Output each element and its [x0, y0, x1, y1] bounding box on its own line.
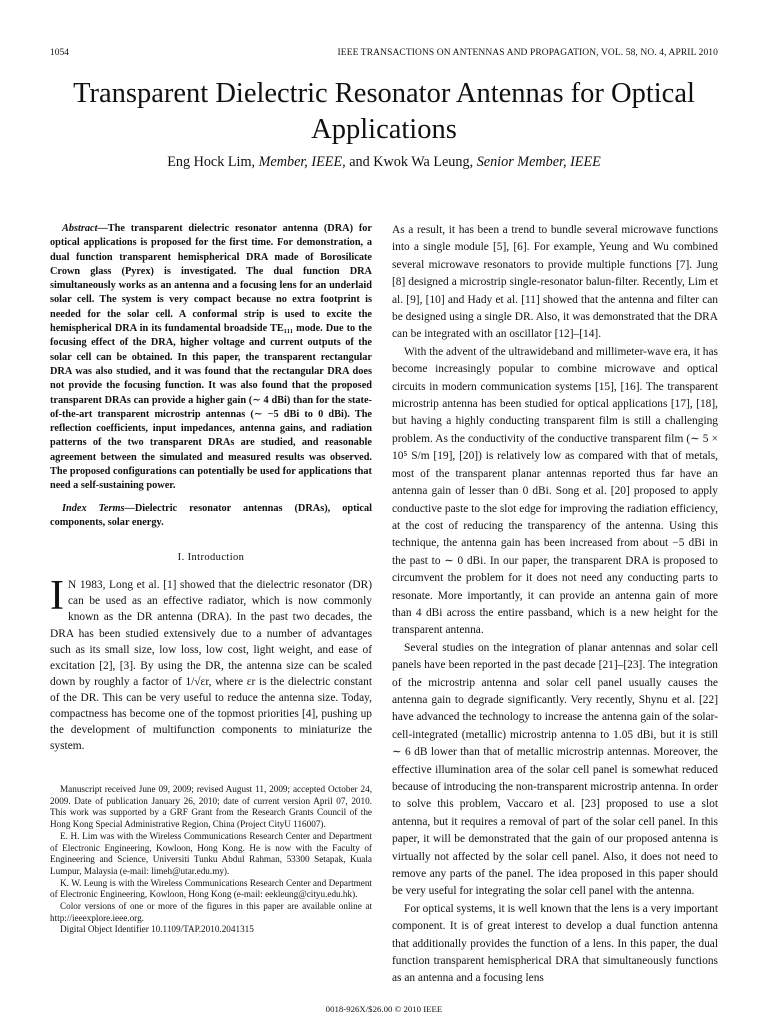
- left-column: [50, 222, 372, 754]
- abstract-label: Abstract: [62, 223, 98, 234]
- intro-paragraph: [50, 573, 372, 754]
- page-number: 1054: [50, 48, 69, 58]
- paper-title: Transparent Dielectric Resonator Antennas for Optical Applications: [73, 78, 695, 145]
- index-terms-text: —Dielectric resonator antennas (DRAs), optical components, solar energy.: [50, 502, 372, 528]
- footnote-lim: E. H. Lim was with the Wireless Communications Research Center and Department of Electronic Engineering, Kowloon, Hong Kong. He is now with the Faculty of Engineering and Science, Universiti Tunku Abdul Rahman, 53300 Setapak, Kuala Lumpur, Malaysia (e-mail: limeh@utar.edu.my).: [50, 830, 372, 876]
- footnote-color: Color versions of one or more of the figures in this paper are available online at http://ieeexplore.ieee.org.: [50, 901, 372, 923]
- running-header: [50, 46, 718, 60]
- author-2: Kwok Wa Leung,: [373, 154, 474, 170]
- body-paragraph: For optical systems, it is well known that the lens is a very important component. It is of great interest to develop a dual function antenna that additionally provides the function of a lens. In this paper, the dual function transparent hemispherical DRA that simultaneously functions as an antenna and a focusing lens: [392, 902, 718, 985]
- section-heading: I. Introduction: [177, 552, 245, 564]
- body-paragraph: Several studies on the integration of planar antennas and solar cell panels have been reported in the past decade [21]–[23]. The integration of the microstrip antenna and solar cell panel usually causes the antenna gain to degrade significantly. Very recently, Shynu et al. [22] have advanced the technology to increase the antenna gain of the solar-cell-integrated (metallic) microstrip antenna to 1.05 dBi, but it is still ∼ 6 dB lower than that of metallic microstrip antennas. Moreover, the effective illumination area of the solar cell panel is somewhat reduced because of introducing the non-transparent microstrip antenna. In order to solve this problem, Vaccaro et al. [23] proposed to use a slot antenna, but it requires a removal of part of the solar cell panel. In this paper, it will be demonstrated that the gain of our proposed antenna is virtually not affected by the solar cell panel. Also, it does not need to remove any parts of the panel. The idea proposed in this paper should be very useful for integrating the solar cell panel with the antenna.: [392, 641, 718, 898]
- intro-text: N 1983, Long et al. [1] showed that the dielectric resonator (DR) can be used as an effective radiator, which is now commonly known as the DR antenna (DRA). In the past two decades, the DRA has been studied extensively due to a number of advantages such as its small size, low loss, low cost, light weight, and ease of excitation [2], [3]. By using the DR, the antenna size can be scaled down by roughly a factor of 1/√εr, where εr is the dielectric constant of the DR. This can be very useful to reduce the antenna size. Today, compactness has become one of the topmost priorities [4], pushing up the development of multifunction components to miniaturize the system.: [50, 579, 372, 753]
- body-paragraph: As a result, it has been a trend to bundle several microwave functions into a single module [5], [6]. For example, Yeung and Wu combined several microwave resonators to provide multiple functions [7]. Jung [8] designed a microstrip single-resonator balun-filter. Recently, Lim et al. [9], [10] and Hady et al. [11] showed that the antenna and filter can be designed using a single DR. Also, it was demonstrated that the DRA can be integrated with an oscillator [12]–[14].: [392, 224, 718, 341]
- author-conjunction: and: [349, 154, 370, 170]
- footnote-leung: K. W. Leung is with the Wireless Communications Research Center and Department of Electronic Engineering, Kowloon, Hong Kong (e-mail: eekleung@cityu.edu.hk).: [50, 877, 372, 900]
- footnote-doi: Digital Object Identifier 10.1109/TAP.2010.2041315: [60, 924, 254, 935]
- right-column: [392, 222, 718, 988]
- abstract: [50, 222, 372, 494]
- journal-header: IEEE TRANSACTIONS ON ANTENNAS AND PROPAGATION, VOL. 58, NO. 4, APRIL 2010: [337, 48, 718, 58]
- author-2-role: Senior Member, IEEE: [476, 154, 601, 170]
- footnotes: [50, 784, 372, 936]
- index-terms: [50, 502, 372, 531]
- author-line: [40, 152, 728, 172]
- copyright-footer: 0018-926X/$26.00 © 2010 IEEE: [325, 1004, 443, 1014]
- index-terms-label: Index Terms: [62, 502, 125, 514]
- drop-cap: I: [50, 573, 64, 620]
- footnote-manuscript: Manuscript received June 09, 2009; revised August 11, 2009; accepted October 24, 2009. Date of publication January 26, 2010; date of current version April 07, 2010. This work was supported by a GRF Grant from the Research Grants Council of the Hong Kong Special Administrative Region, China (Project CityU 116007).: [50, 784, 372, 830]
- author-1-role: Member, IEEE,: [258, 154, 346, 170]
- body-paragraph: With the advent of the ultrawideband and millimeter-wave era, it has become increasingly popular to combine microwave and optical circuits in modern communication systems [15], [16]. The transparent microstrip antenna has been studied for optical applications [17], [18], but having a highly conducting transparent film is still a challenging problem. As the conductivity of the conductive transparent film (∼ 5 × 10⁵ S/m [19], [20]) is relatively low as compared with that of metals, most of the transparent planar antennas reported thus far have an antenna gain of lesser than 0 dBi. Song et al. [20] proposed to apply conductive paste to the slot edge for improving the radiation efficiency, at the cost of reducing the transparency of the antenna. Using this technique, the antenna gain has been increased from about −5 dBi in the past to ∼ 0 dBi. In our paper, the transparent DRA is proposed to circumvent the problem for it does not need any conducting parts to resonate. More importantly, it can provide an antenna gain of more than 4 dBi across the entire passband, which is a new height for the transparent antenna.: [392, 345, 718, 637]
- abstract-text: —The transparent dielectric resonator antenna (DRA) for optical applications is proposed for the first time. For demonstration, a dual function transparent hemispherical DRA made of Borosilicate Crown glass (Pyrex) is investigated. The dual function DRA simultaneously works as an antenna and a focusing lens for an underlaid solar cell. The system is very compact because no extra footprint is needed for the solar cell. A conformal strip is used to excite the hemispherical DRA in its fundamental broadside TE₁₁₁ mode. Due to the focusing effect of the DRA, higher voltage and current outputs of the solar cell can be obtained. In this paper, the transparent rectangular DRA was also studied, and it was found that the rectangular DRA does not provide the focusing function. It was also found that the proposed transparent DRAs can provide a higher gain (∼ 4 dBi) than for the state-of-the-art transparent microstrip antennas (∼ −5 dBi to 0 dBi). The reflection coefficients, input impedances, antenna gains, and radiation patterns of the two transparent DRAs are studied, and reasonable agreement between the simulated and measured results was observed. The proposed configurations can potentially be used for applications that need a self-sustaining power.: [50, 223, 372, 492]
- author-1: Eng Hock Lim,: [167, 154, 256, 170]
